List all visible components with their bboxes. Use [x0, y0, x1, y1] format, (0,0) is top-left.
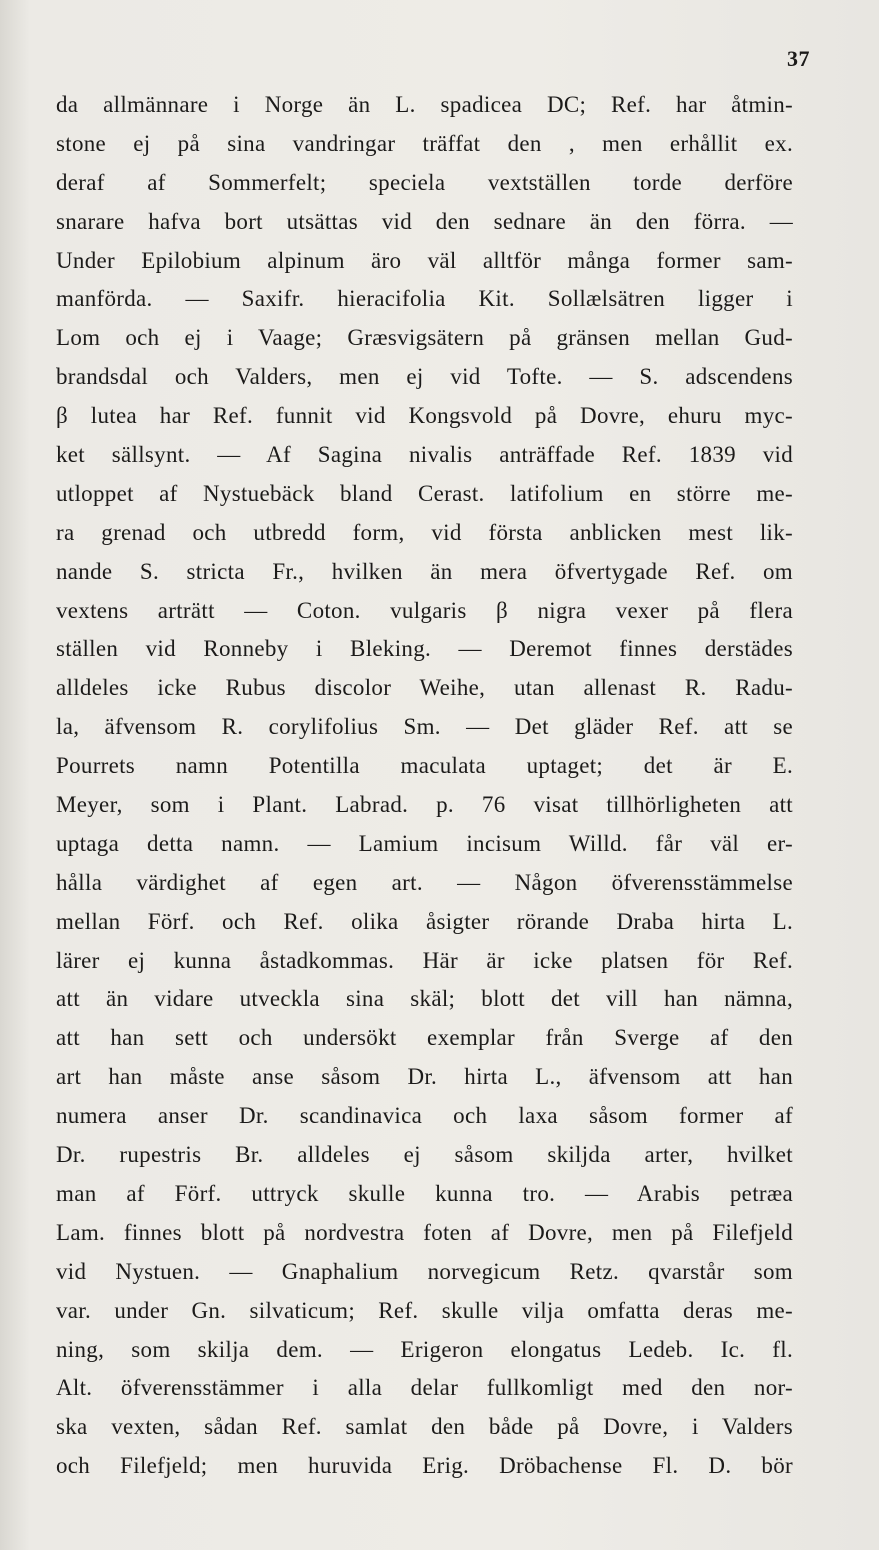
text-line: hålla värdighet af egen art. — Någon öfverensstämmelse	[56, 869, 793, 895]
text-line: numera anser Dr. scandinavica och laxa såsom former af	[56, 1103, 793, 1129]
text-line: ra grenad och utbredd form, vid första anblicken mest lik-	[56, 519, 793, 545]
text-line: Alt. öfverensstämmer i alla delar fullkomligt med den nor-	[56, 1375, 793, 1401]
text-line: la, äfvensom R. corylifolius Sm. — Det gläder Ref. att se	[56, 714, 793, 740]
text-line: Lom och ej i Vaage; Græsvigsätern på gränsen mellan Gud-	[56, 325, 793, 351]
text-line: och Filefjeld; men huruvida Erig. Dröbachense Fl. D. bör	[56, 1453, 793, 1479]
text-body	[56, 86, 793, 1486]
text-line: Meyer, som i Plant. Labrad. p. 76 visat tillhörligheten att	[56, 792, 793, 818]
text-line: mellan Förf. och Ref. olika åsigter rörande Draba hirta L.	[56, 908, 793, 934]
text-line: deraf af Sommerfelt; speciela vextställen torde derföre	[56, 169, 793, 195]
text-line: vextens arträtt — Coton. vulgaris β nigra vexer på flera	[56, 597, 793, 623]
text-line: utloppet af Nystuebäck bland Cerast. latifolium en större me-	[56, 480, 793, 506]
text-line: man af Förf. uttryck skulle kunna tro. — Arabis petræa	[56, 1180, 793, 1206]
text-line: Under Epilobium alpinum äro väl alltför många former sam-	[56, 247, 793, 273]
text-line: var. under Gn. silvaticum; Ref. skulle vilja omfatta deras me-	[56, 1297, 793, 1323]
text-line: snarare hafva bort utsättas vid den sednare än den förra. —	[56, 208, 793, 234]
text-line: art han måste anse såsom Dr. hirta L., äfvensom att han	[56, 1064, 793, 1090]
text-line: vid Nystuen. — Gnaphalium norvegicum Retz. qvarstår som	[56, 1258, 793, 1284]
text-line: Pourrets namn Potentilla maculata uptaget; det är E.	[56, 753, 793, 779]
text-line: att än vidare utveckla sina skäl; blott det vill han nämna,	[56, 986, 793, 1012]
text-line: nande S. stricta Fr., hvilken än mera öfvertygade Ref. om	[56, 558, 793, 584]
text-line: brandsdal och Valders, men ej vid Tofte. — S. adscendens	[56, 364, 793, 390]
text-line: Lam. finnes blott på nordvestra foten af Dovre, men på Filefjeld	[56, 1219, 793, 1245]
page-number: 37	[787, 46, 810, 71]
text-line: lärer ej kunna åstadkommas. Här är icke platsen för Ref.	[56, 947, 793, 973]
text-line: att han sett och undersökt exemplar från Sverge af den	[56, 1025, 793, 1051]
text-line: manförda. — Saxifr. hieracifolia Kit. Sollælsätren ligger i	[56, 286, 793, 312]
text-line: da allmännare i Norge än L. spadicea DC; Ref. har åtmin-	[56, 92, 793, 117]
text-line: Dr. rupestris Br. alldeles ej såsom skiljda arter, hvilket	[56, 1142, 793, 1168]
text-line: ska vexten, sådan Ref. samlat den både på Dovre, i Valders	[56, 1414, 793, 1440]
text-line: stone ej på sina vandringar träffat den , men erhållit ex.	[56, 130, 793, 156]
text-line: alldeles icke Rubus discolor Weihe, utan allenast R. Radu-	[56, 675, 793, 701]
text-line: ning, som skilja dem. — Erigeron elongatus Ledeb. Ic. fl.	[56, 1336, 793, 1362]
text-line: uptaga detta namn. — Lamium incisum Willd. får väl er-	[56, 830, 793, 856]
text-line: ket sällsynt. — Af Sagina nivalis anträffade Ref. 1839 vid	[56, 442, 793, 468]
text-line: β lutea har Ref. funnit vid Kongsvold på Dovre, ehuru myc-	[56, 403, 793, 429]
text-line: ställen vid Ronneby i Bleking. — Deremot finnes derstädes	[56, 636, 793, 662]
